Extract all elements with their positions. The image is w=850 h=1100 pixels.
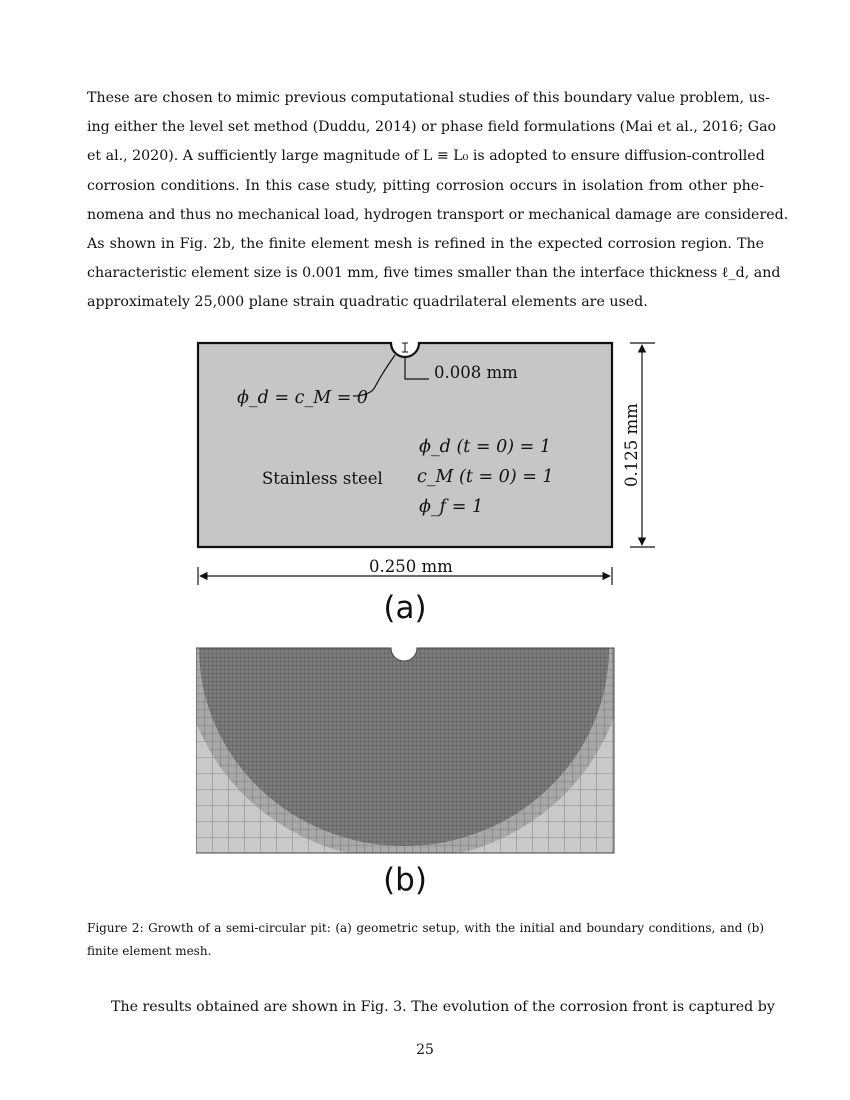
phase-field-condition: ϕ_f = 1 [419, 497, 484, 517]
paragraph-line: approximately 25,000 plane strain quadratic quadrilateral elements are used. [87, 294, 648, 311]
boundary-condition-label: ϕ_d = c_M = 0 [237, 388, 369, 408]
paragraph-line: As shown in Fig. 2b, the finite element mesh is refined in the expected corrosion region. The [87, 236, 764, 253]
pit-size-label: 0.008 mm [434, 363, 518, 382]
caption-line: Figure 2: Growth of a semi-circular pit: (a) geometric setup, with the initial and boundary conditions, and (b) [87, 921, 764, 935]
panel-label-b: (b) [383, 862, 427, 898]
body-paragraph-2 [87, 993, 775, 1022]
width-label: 0.250 mm [369, 557, 453, 576]
paragraph-line: The results obtained are shown in Fig. 3. The evolution of the corrosion front is captured by [111, 999, 775, 1015]
paragraph-line: nomena and thus no mechanical load, hydrogen transport or mechanical damage are considered. [87, 206, 789, 223]
initial-condition-c-m: c_M (t = 0) = 1 [417, 467, 554, 487]
figure-a-geometry [185, 335, 675, 585]
height-label: 0.125 mm [622, 403, 641, 487]
initial-condition-phi-d: ϕ_d (t = 0) = 1 [419, 437, 551, 457]
material-label: Stainless steel [262, 469, 383, 488]
paragraph-line: These are chosen to mimic previous computational studies of this boundary value problem, us- [87, 90, 770, 106]
figure-caption [87, 917, 764, 963]
paragraph-line: et al., 2020). A sufficiently large magnitude of L ≡ L₀ is adopted to ensure diffusion-controlled [87, 148, 765, 165]
panel-label-a: (a) [383, 590, 427, 626]
paragraph-line: corrosion conditions. In this case study, pitting corrosion occurs in isolation from other phe- [87, 177, 764, 194]
figure-b-mesh [196, 645, 616, 855]
paragraph-line: ing either the level set method (Duddu, 2014) or phase field formulations (Mai et al., 2016; Gao [87, 119, 777, 136]
page-number: 25 [416, 1042, 434, 1058]
body-paragraph-1 [87, 84, 789, 318]
caption-line: finite element mesh. [87, 944, 212, 958]
paragraph-line: characteristic element size is 0.001 mm, five times smaller than the interface thickness ℓ_d, and [87, 265, 781, 282]
